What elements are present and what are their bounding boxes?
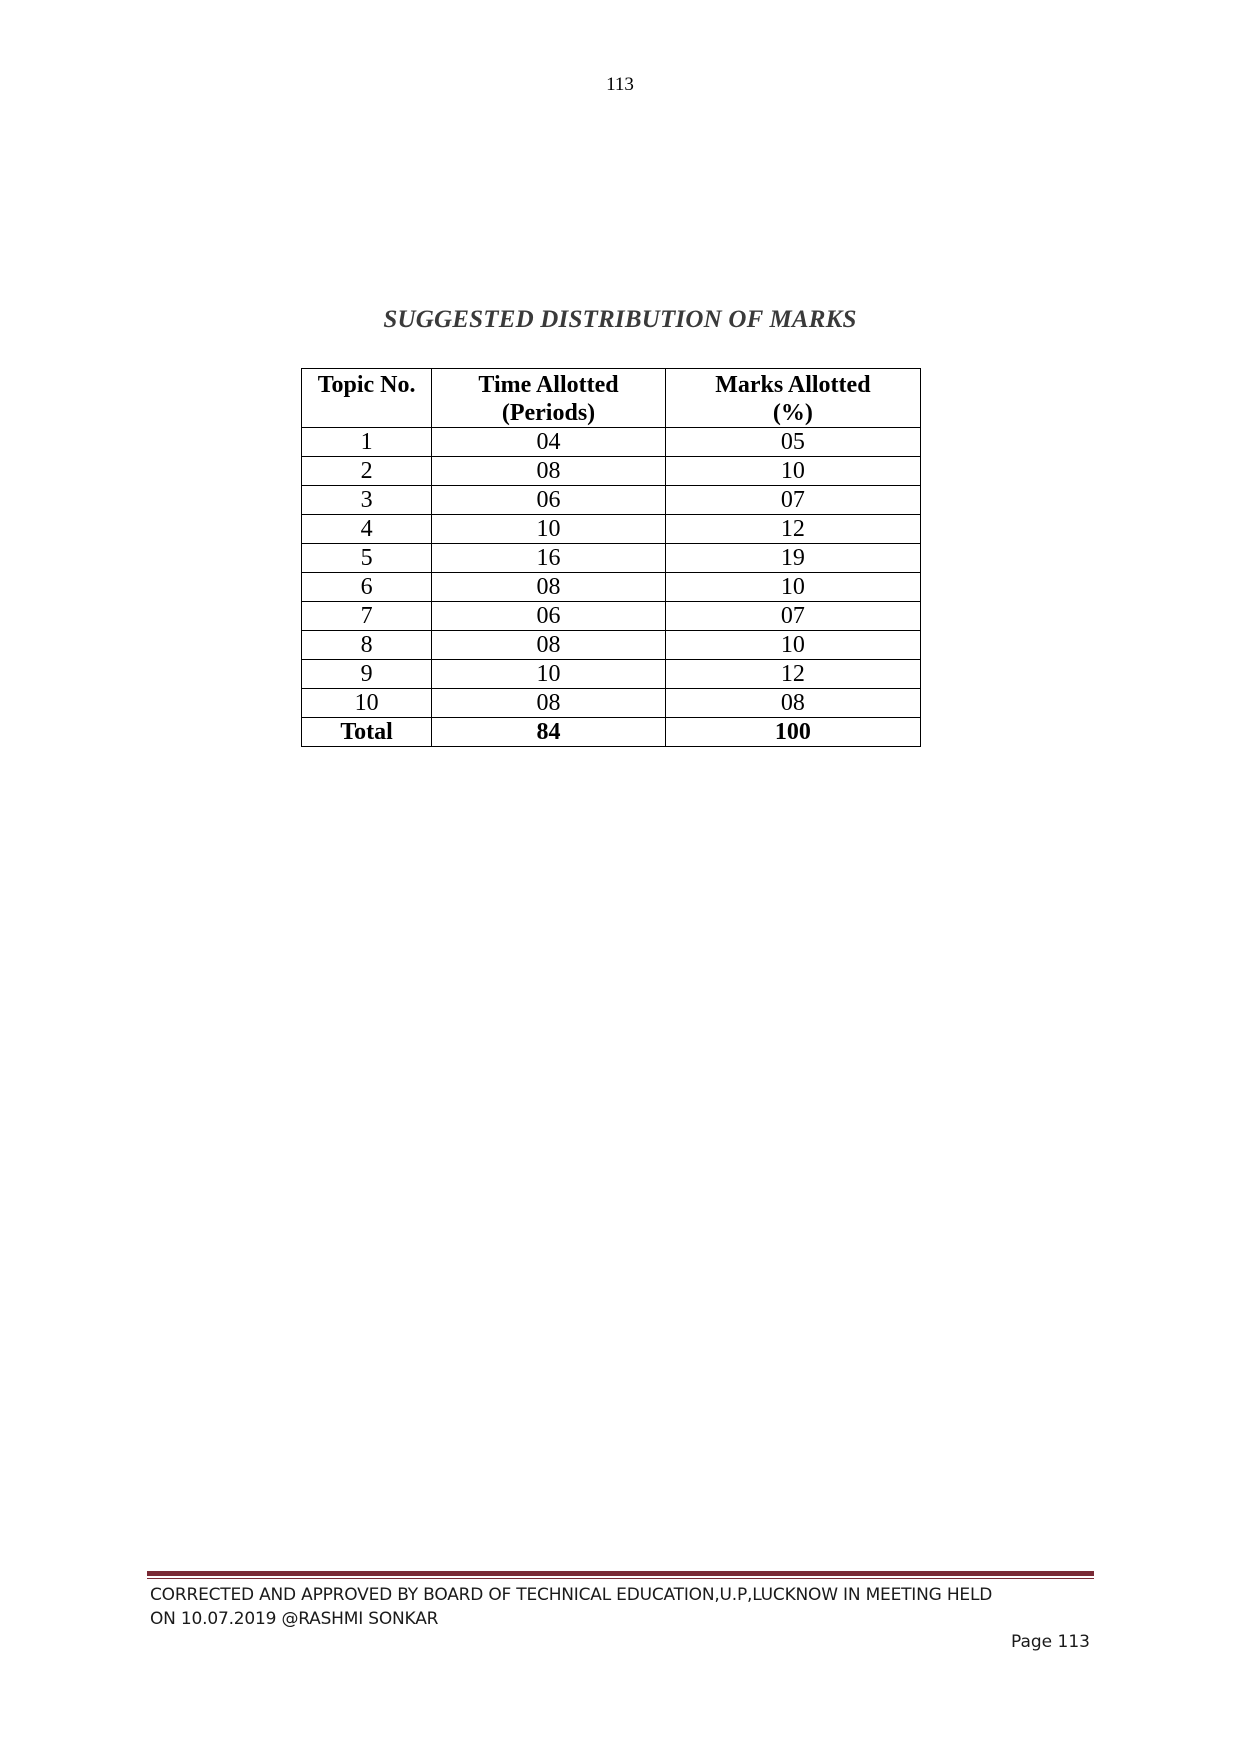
page-number-top: 113 [606, 74, 634, 95]
cell-marks: 10 [665, 573, 920, 602]
cell-topic: 2 [302, 457, 432, 486]
cell-topic: 5 [302, 544, 432, 573]
marks-distribution-table [301, 368, 921, 747]
cell-time: 08 [432, 631, 666, 660]
cell-time: 04 [432, 428, 666, 457]
header-topic-no-label: Topic No. [317, 372, 416, 398]
table-row [302, 660, 921, 689]
cell-time: 16 [432, 544, 666, 573]
total-time: 84 [432, 718, 666, 747]
cell-topic: 1 [302, 428, 432, 457]
table-row [302, 544, 921, 573]
table-row [302, 689, 921, 718]
header-marks-line1: Marks Allotted [715, 372, 871, 398]
cell-topic: 3 [302, 486, 432, 515]
header-marks-line2: (%) [772, 400, 813, 426]
cell-topic: 7 [302, 602, 432, 631]
cell-time: 08 [432, 457, 666, 486]
cell-marks: 10 [665, 457, 920, 486]
cell-topic: 4 [302, 515, 432, 544]
cell-topic: 8 [302, 631, 432, 660]
page-title: SUGGESTED DISTRIBUTION OF MARKS [383, 306, 857, 333]
cell-time: 10 [432, 660, 666, 689]
footer-line2: ON 10.07.2019 @RASHMI SONKAR [150, 1609, 439, 1629]
cell-marks: 19 [665, 544, 920, 573]
table-row [302, 573, 921, 602]
table-row [302, 428, 921, 457]
cell-topic: 10 [302, 689, 432, 718]
table-row [302, 486, 921, 515]
footer-line1: CORRECTED AND APPROVED BY BOARD OF TECHNICAL EDUCATION,U.P,LUCKNOW IN MEETING HELD [150, 1585, 993, 1605]
total-marks: 100 [665, 718, 920, 747]
table-header-row [302, 369, 921, 428]
cell-time: 06 [432, 486, 666, 515]
total-label: Total [302, 718, 432, 747]
cell-time: 08 [432, 689, 666, 718]
cell-marks: 07 [665, 486, 920, 515]
table-total-row [302, 718, 921, 747]
cell-marks: 05 [665, 428, 920, 457]
cell-topic: 9 [302, 660, 432, 689]
footer-page-number: Page 113 [1010, 1632, 1090, 1652]
header-marks-allotted [665, 369, 920, 428]
header-topic-no [302, 369, 432, 428]
cell-time: 08 [432, 573, 666, 602]
cell-marks: 08 [665, 689, 920, 718]
cell-marks: 12 [665, 660, 920, 689]
table-row [302, 457, 921, 486]
table-row [302, 515, 921, 544]
footer-approval-text [150, 1583, 1090, 1631]
footer-rule-thin [147, 1578, 1094, 1579]
cell-time: 10 [432, 515, 666, 544]
cell-topic: 6 [302, 573, 432, 602]
cell-time: 06 [432, 602, 666, 631]
footer-rule [147, 1571, 1094, 1576]
cell-marks: 12 [665, 515, 920, 544]
header-time-line1: Time Allotted [478, 372, 619, 398]
table-row [302, 631, 921, 660]
cell-marks: 10 [665, 631, 920, 660]
table-body [302, 428, 921, 747]
table-row [302, 602, 921, 631]
cell-marks: 07 [665, 602, 920, 631]
header-time-line2: (Periods) [501, 400, 596, 426]
header-time-allotted [432, 369, 666, 428]
